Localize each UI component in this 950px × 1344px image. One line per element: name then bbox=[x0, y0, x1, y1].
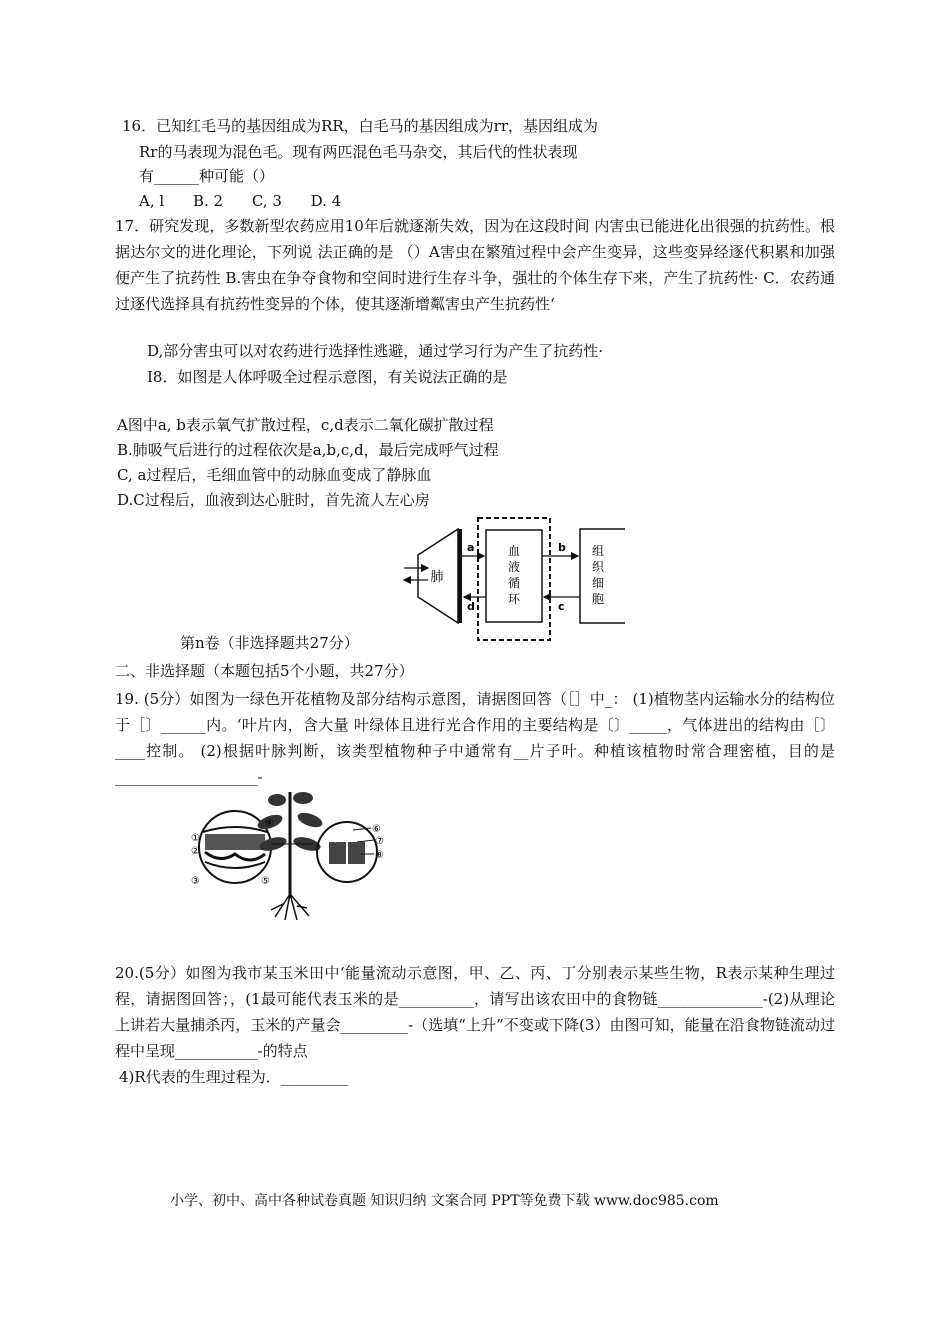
label-7: ⑦ bbox=[375, 836, 384, 847]
q16-line3: 有______种可能（） bbox=[139, 167, 275, 185]
label-4: ④ bbox=[265, 818, 274, 829]
q17-option-d: D,部分害虫可以对农药进行选择性逃避，通过学习行为产生了抗药性· bbox=[147, 342, 604, 360]
q16-line2: Rr的马表现为混色毛。现有两匹混色毛马杂交，其后代的性状表现 bbox=[139, 143, 578, 161]
q18-option-c: C, a过程后，毛细血管中的动脉血变成了静脉血 bbox=[117, 466, 432, 484]
q16-option-d: D. 4 bbox=[310, 192, 342, 210]
plant-diagram bbox=[185, 782, 395, 922]
label-d: d bbox=[467, 600, 475, 613]
q16-option-b: B. 2 bbox=[192, 192, 224, 210]
q18-stem: I8．如图是人体呼吸全过程示意图，有关说法正确的是 bbox=[147, 368, 508, 386]
blood-char-4: 环 bbox=[507, 592, 521, 606]
tissue-char-3: 细 bbox=[591, 576, 605, 590]
q16-line1: 16．已知红毛马的基因组成为RR，白毛马的基因组成为rr，基因组成为 bbox=[122, 117, 599, 135]
blood-char-2: 液 bbox=[507, 560, 521, 574]
label-2: ② bbox=[191, 846, 200, 857]
q18-option-b: B.肺吸气后进行的过程依次是a,b,c,d，最后完成呼气过程 bbox=[117, 441, 499, 459]
tissue-char-2: 织 bbox=[591, 560, 605, 574]
q18-option-d: D.C过程后，血液到达心脏时，首先流人左心房 bbox=[117, 491, 430, 509]
label-1: ① bbox=[191, 833, 200, 844]
label-3: ③ bbox=[191, 876, 200, 887]
q17-text: 17．研究发现，多数新型农药应用10年后就逐渐失效，因为在这段时间 内害虫已能进化出很强的抗药性。根据达尔文的进化理论，下列说 法正确的是 （）A害虫在繁殖过程中会产生变异，这些变异经逐代积累和加强便产生了抗药性 B.害虫在争夺食物和空间时进行生存斗争，强壮的个体生存下来，产生了抗药性· C．农药通过逐代选择具有抗药性变异的个体，使其逐渐增粼害虫产生抗药性‘ bbox=[115, 217, 835, 313]
lung-label: 肺 bbox=[430, 570, 444, 585]
label-5: ⑤ bbox=[261, 876, 270, 887]
label-a: a bbox=[467, 541, 475, 554]
blood-char-1: 血 bbox=[507, 544, 521, 558]
q16-option-a: A, l bbox=[139, 192, 165, 210]
volume-title: 第n卷（非选择题共27分） bbox=[180, 634, 359, 652]
q20-text: 20.(5分）如图为我市某玉米田中‘能量流动示意图，甲、乙、丙、丁分别表示某些生物，R表示某种生理过程，请据图回答；，(1最可能代表玉米的是__________，请写出该农田中的食物链______________-(2)从理论上讲若大量捕杀丙，玉米的产量会_________-（选填“上升”不变或下降(3）由图可知，能量在沿食物链流动过程中呈现___________-的特点 bbox=[115, 964, 835, 1060]
page-footer: 小学、初中、高中各种试卷真题 知识归纳 文案合同 PPT等免费下载 www.doc985.com bbox=[170, 1193, 719, 1209]
q18-option-a: A图中a, b表示氧气扩散过程，c,d表示二氧化碳扩散过程 bbox=[117, 416, 494, 434]
q20-line4: 4)R代表的生理过程为．_________ bbox=[119, 1068, 349, 1086]
blood-char-3: 循 bbox=[507, 576, 521, 590]
tissue-char-4: 胞 bbox=[591, 592, 605, 606]
q16-options bbox=[139, 190, 365, 212]
label-6: ⑥ bbox=[372, 824, 381, 835]
respiration-diagram bbox=[400, 515, 625, 650]
q19-text: 19. (5分）如图为一绿色开花植物及部分结构示意图，请据图回答（［］中_： (1)植物茎内运输水分的结构位于［〕______内。‘叶片内，含大量 叶绿体且进行光合作用的主要结构是〔〕_____，气体进出的结构由［〕____控制。 (2)根据叶脉判断，该类型植物种子中通常有__片子叶。种植该植物时常合理密植，目的是___________________- bbox=[115, 690, 835, 786]
label-8: ⑧ bbox=[375, 850, 384, 861]
q16-option-c: C, 3 bbox=[251, 192, 282, 210]
tissue-char-1: 组 bbox=[591, 544, 605, 558]
label-b: b bbox=[558, 541, 566, 554]
label-c: c bbox=[558, 600, 565, 613]
section-heading: 二、非选择题（本题包括5个小题，共27分） bbox=[115, 662, 414, 680]
